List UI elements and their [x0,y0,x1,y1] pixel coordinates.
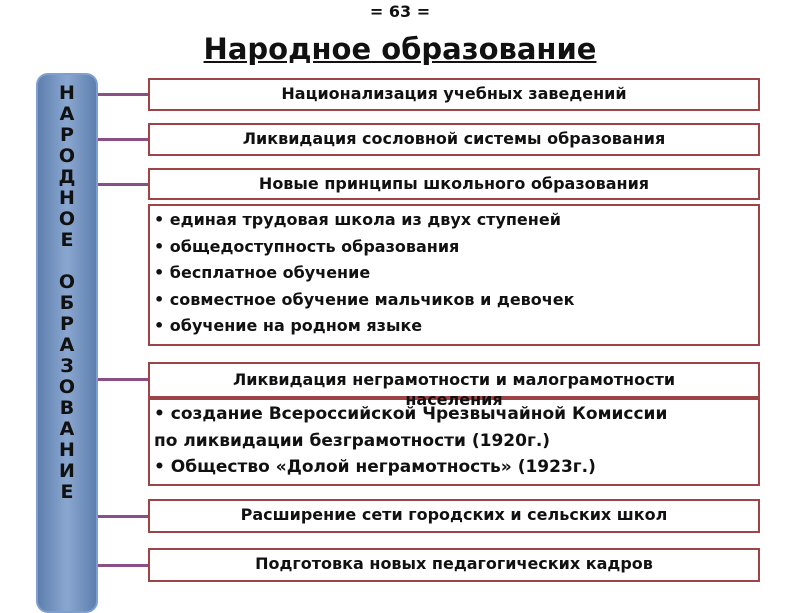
side-label-letter: Н [59,187,75,209]
connector-line [98,138,148,141]
side-label-letter: Д [58,166,76,188]
side-label-letter: О [58,145,76,167]
illiteracy-heading-line1: Ликвидация неграмотности и малограмотности [232,370,676,389]
principle-item: • бесплатное обучение [154,263,371,283]
illiteracy-list-box [148,398,760,486]
side-label-letter: О [58,376,76,398]
side-label-letter: Р [60,124,74,146]
principle-item: • общедоступность образования [154,236,460,256]
side-label-letter: Б [59,292,75,314]
class-system-text: Ликвидация сословной системы образования [242,129,666,148]
connector-line [98,515,148,518]
illiteracy-item: по ликвидации безграмотности (1920г.) [154,430,551,451]
school-network-box [148,499,760,533]
new-principles-heading: Новые принципы школьного образования [258,174,650,193]
side-label-letter: Р [60,313,74,335]
side-label-letter: О [58,271,76,293]
page-title: Народное образование [203,32,597,66]
connector-line [98,93,148,96]
illiteracy-heading-line2: населения [405,390,503,409]
illiteracy-item: • Общество «Долой неграмотность» (1923г.) [154,457,596,478]
side-label-letter: Н [59,439,75,461]
school-network-text: Расширение сети городских и сельских школ [240,505,668,524]
side-label-letter: Н [59,82,75,104]
principle-item: • совместное обучение мальчиков и девочек [154,289,575,309]
side-label-letter: А [59,103,75,125]
side-label-letter: Е [60,229,74,251]
side-label-letter: И [59,460,75,482]
side-label-letter: З [60,355,74,377]
class-system-box [148,123,760,156]
principle-item: • единая трудовая школа из двух ступеней [154,210,561,229]
teacher-training-box [148,548,760,582]
connector-line [98,378,148,381]
nationalization-box [148,78,760,111]
nationalization-text: Национализация учебных заведений [281,84,627,103]
connector-line [98,564,148,567]
side-label-letter: Е [60,481,74,503]
slide-number: = 63 = [369,2,431,21]
connector-line [98,183,148,186]
principle-item: • обучение на родном языке [154,316,423,336]
teacher-training-text: Подготовка новых педагогических кадров [255,554,653,573]
side-label-letter: О [58,208,76,230]
side-label-letter: А [59,334,75,356]
side-label-letter: В [59,397,75,419]
new-principles-heading-box [148,168,760,200]
illiteracy-item: • создание Всероссийской Чрезвычайной Комиссии [154,404,668,424]
new-principles-list-box [148,204,760,346]
side-label-letter: А [59,418,75,440]
